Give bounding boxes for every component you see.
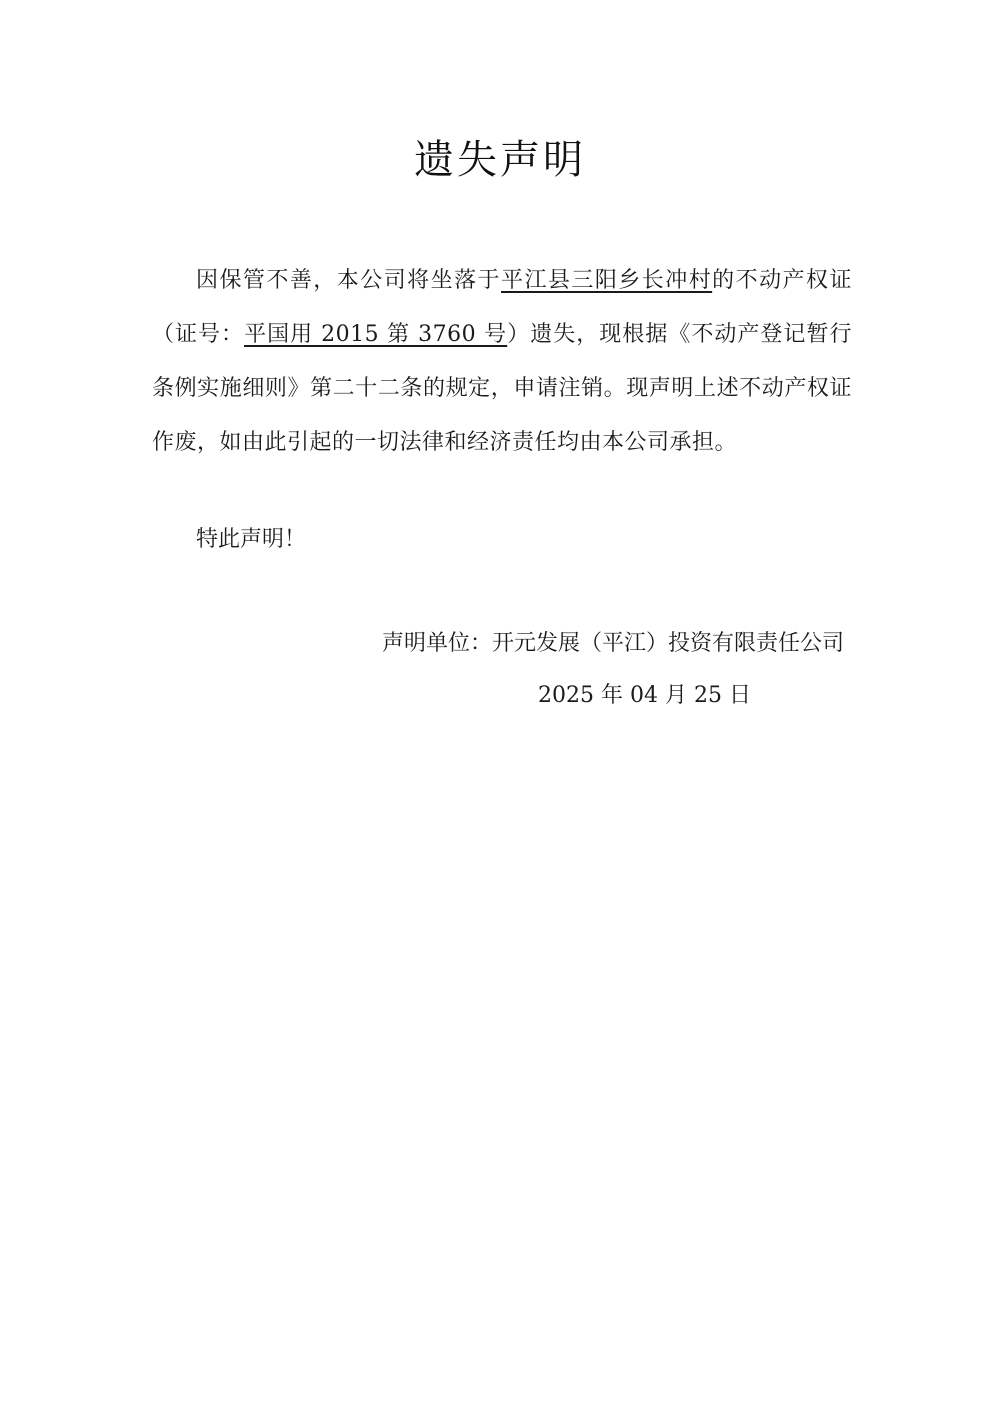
certificate-number: 平国用 2015 第 3760 号 [244,322,508,347]
paragraph-text-1: 因保管不善，本公司将坐落于 [196,268,501,293]
paragraph-text-3: ）遗失，现根据《不动产登记暂行条例实施细则》第二十二条的规定，申请注销。现声明上述不动产权证作废，如由此引起的一切法律和经济责任均由本公司承担。 [152,322,852,455]
paragraph-text-2: 的不动产权证（证号： [152,268,852,347]
declaration-date: 2025 年 04 月 25 日 [538,683,751,708]
property-location: 平江县三阳乡长冲村 [501,268,713,293]
document-title: 遗失声明 [414,137,586,183]
declaration-paragraph [152,254,852,470]
declaring-entity: 声明单位：开元发展（平江）投资有限责任公司 [381,631,844,656]
closing-statement: 特此声明！ [196,527,307,552]
